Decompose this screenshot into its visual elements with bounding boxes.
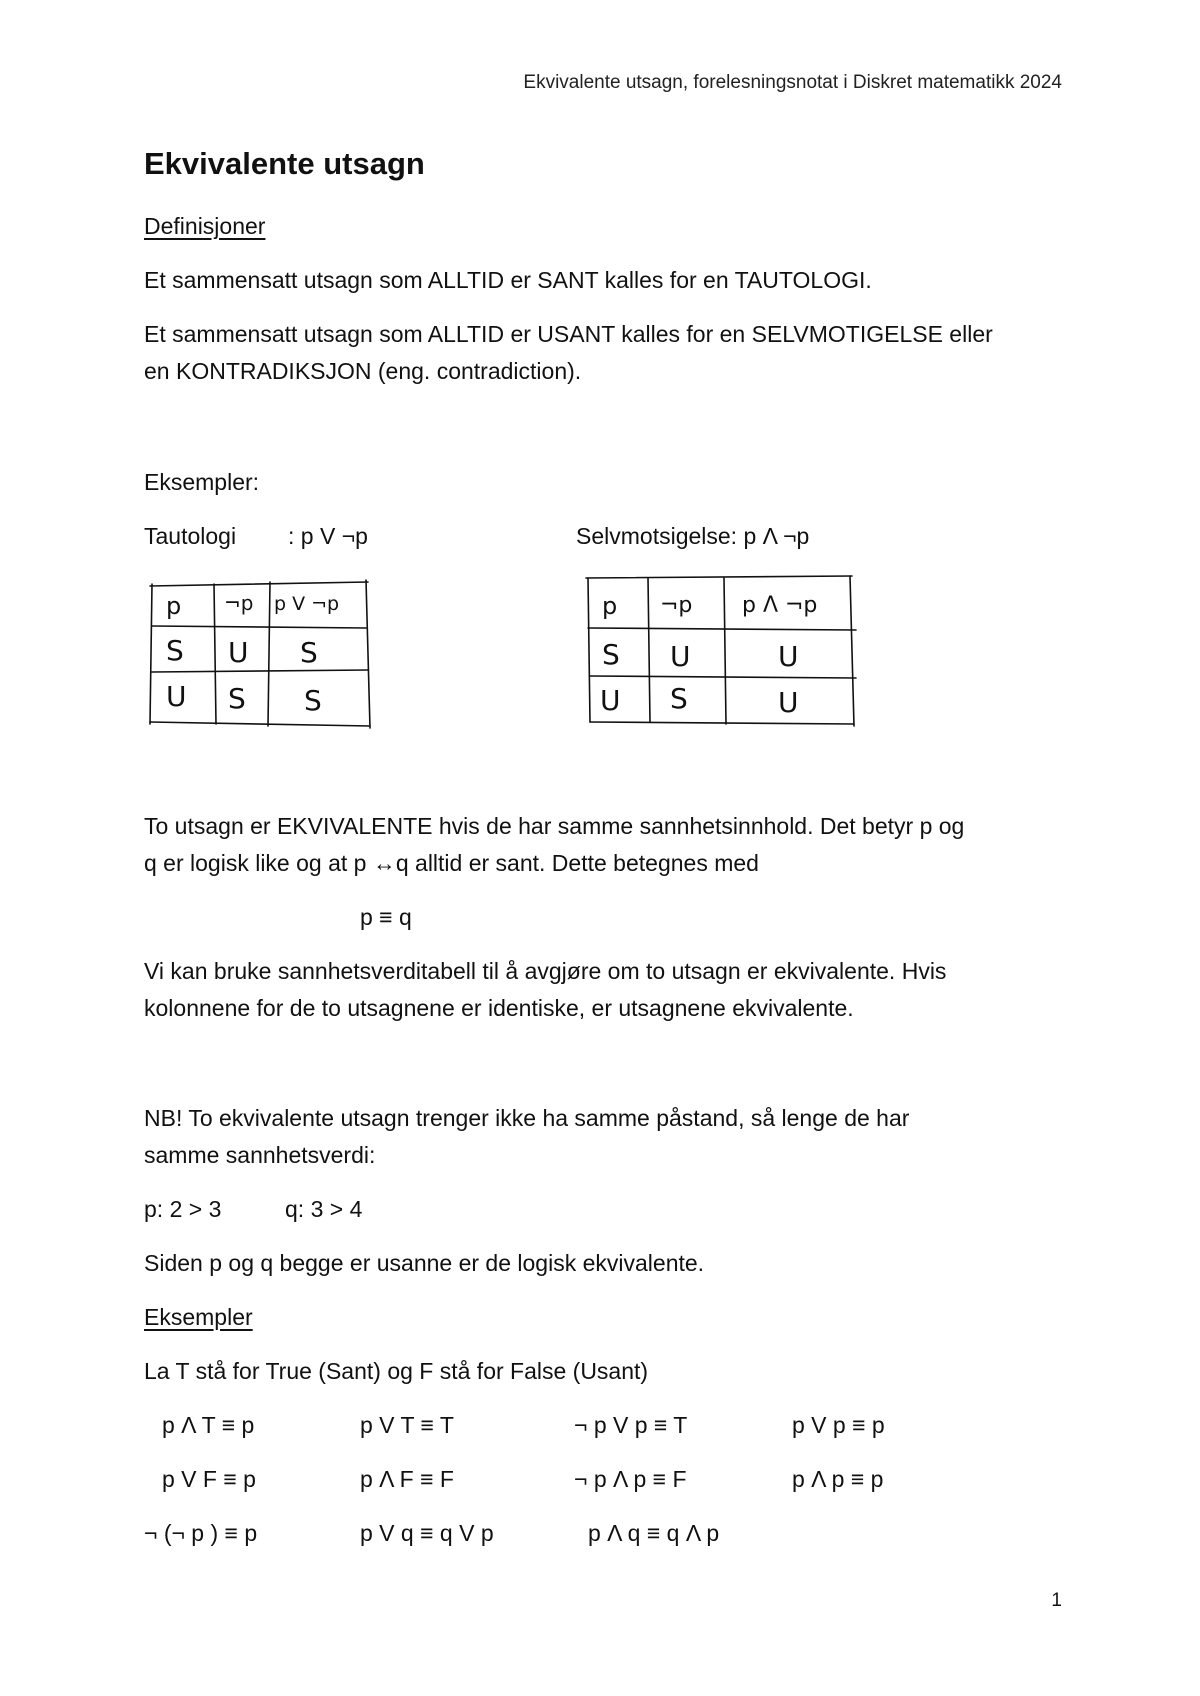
tautology-label: Tautologi <box>144 523 237 549</box>
page-number: 1 <box>1051 1590 1062 1611</box>
header-cell: p <box>602 592 618 620</box>
examples-label: Eksempler: <box>144 469 260 495</box>
p-statement: p: 2 > 3 <box>144 1196 222 1222</box>
identity: p V q ≡ q V p <box>360 1520 494 1546</box>
table-cell: U <box>166 680 187 713</box>
table-cell: S <box>166 634 184 667</box>
identity: p Λ p ≡ p <box>792 1466 884 1492</box>
table-cell: U <box>778 640 799 673</box>
truth-table-method-line2: kolonnene for de to utsagnene er identiske, er utsagnene ekvivalente. <box>144 995 854 1021</box>
page-title: Ekvivalente utsagn <box>144 146 425 181</box>
identity: ¬ p V p ≡ T <box>574 1412 688 1438</box>
contradiction-caption: Selvmotsigelse: p Λ ¬p <box>576 523 810 549</box>
table-cell: S <box>602 638 620 671</box>
identity: ¬ (¬ p ) ≡ p <box>144 1520 258 1546</box>
identity: p V F ≡ p <box>162 1466 256 1492</box>
header-cell: p V ¬p <box>274 593 340 615</box>
equivalence-notation: p ≡ q <box>360 904 412 930</box>
tautology-definition: Et sammensatt utsagn som ALLTID er SANT kalles for en TAUTOLOGI. <box>144 267 872 293</box>
table-cell: S <box>228 682 246 715</box>
note-conclusion: Siden p og q begge er usanne er de logisk ekvivalente. <box>144 1250 705 1276</box>
identity: ¬ p Λ p ≡ F <box>574 1466 687 1492</box>
definitions-heading: Definisjoner <box>144 213 266 239</box>
table-cell: U <box>228 636 249 669</box>
table-cell: U <box>778 686 799 719</box>
equivalence-line1: To utsagn er EKVIVALENTE hvis de har samme sannhetsinnhold. Det betyr p og <box>144 813 965 839</box>
identity: p Λ F ≡ F <box>360 1466 454 1492</box>
note-line2: samme sannhetsverdi: <box>144 1142 376 1168</box>
header-cell: p Λ ¬p <box>742 593 818 618</box>
contradiction-definition-line2: en KONTRADIKSJON (eng. contradiction). <box>144 358 582 384</box>
header-cell: p <box>166 592 182 620</box>
note-line1: NB! To ekvivalente utsagn trenger ikke ha samme påstand, så lenge de har <box>144 1105 910 1131</box>
table-cell: S <box>670 682 688 715</box>
q-statement: q: 3 > 4 <box>285 1196 363 1222</box>
table-cell: U <box>600 684 621 717</box>
table-cell: U <box>670 640 691 673</box>
table-cell: S <box>304 684 322 717</box>
contradiction-truth-table <box>582 572 862 737</box>
tautology-truth-table <box>140 578 380 738</box>
table-cell: S <box>300 636 318 669</box>
tautology-expression: : p V ¬p <box>288 523 368 549</box>
identity: p V T ≡ T <box>360 1412 454 1438</box>
examples-intro: La T stå for True (Sant) og F stå for False (Usant) <box>144 1358 649 1384</box>
running-header: Ekvivalente utsagn, forelesningsnotat i Diskret matematikk 2024 <box>523 72 1062 93</box>
identity: p Λ T ≡ p <box>162 1412 255 1438</box>
identity: p V p ≡ p <box>792 1412 885 1438</box>
contradiction-definition-line1: Et sammensatt utsagn som ALLTID er USANT kalles for en SELVMOTIGELSE eller <box>144 321 993 347</box>
truth-table-method-line1: Vi kan bruke sannhetsverditabell til å avgjøre om to utsagn er ekvivalente. Hvis <box>144 958 947 984</box>
header-cell: ¬p <box>224 591 254 615</box>
header-cell: ¬p <box>660 593 693 618</box>
equivalence-line2: q er logisk like og at p ↔q alltid er sant. Dette betegnes med <box>144 850 759 876</box>
examples-heading: Eksempler <box>144 1304 253 1330</box>
identity: p Λ q ≡ q Λ p <box>588 1520 720 1546</box>
